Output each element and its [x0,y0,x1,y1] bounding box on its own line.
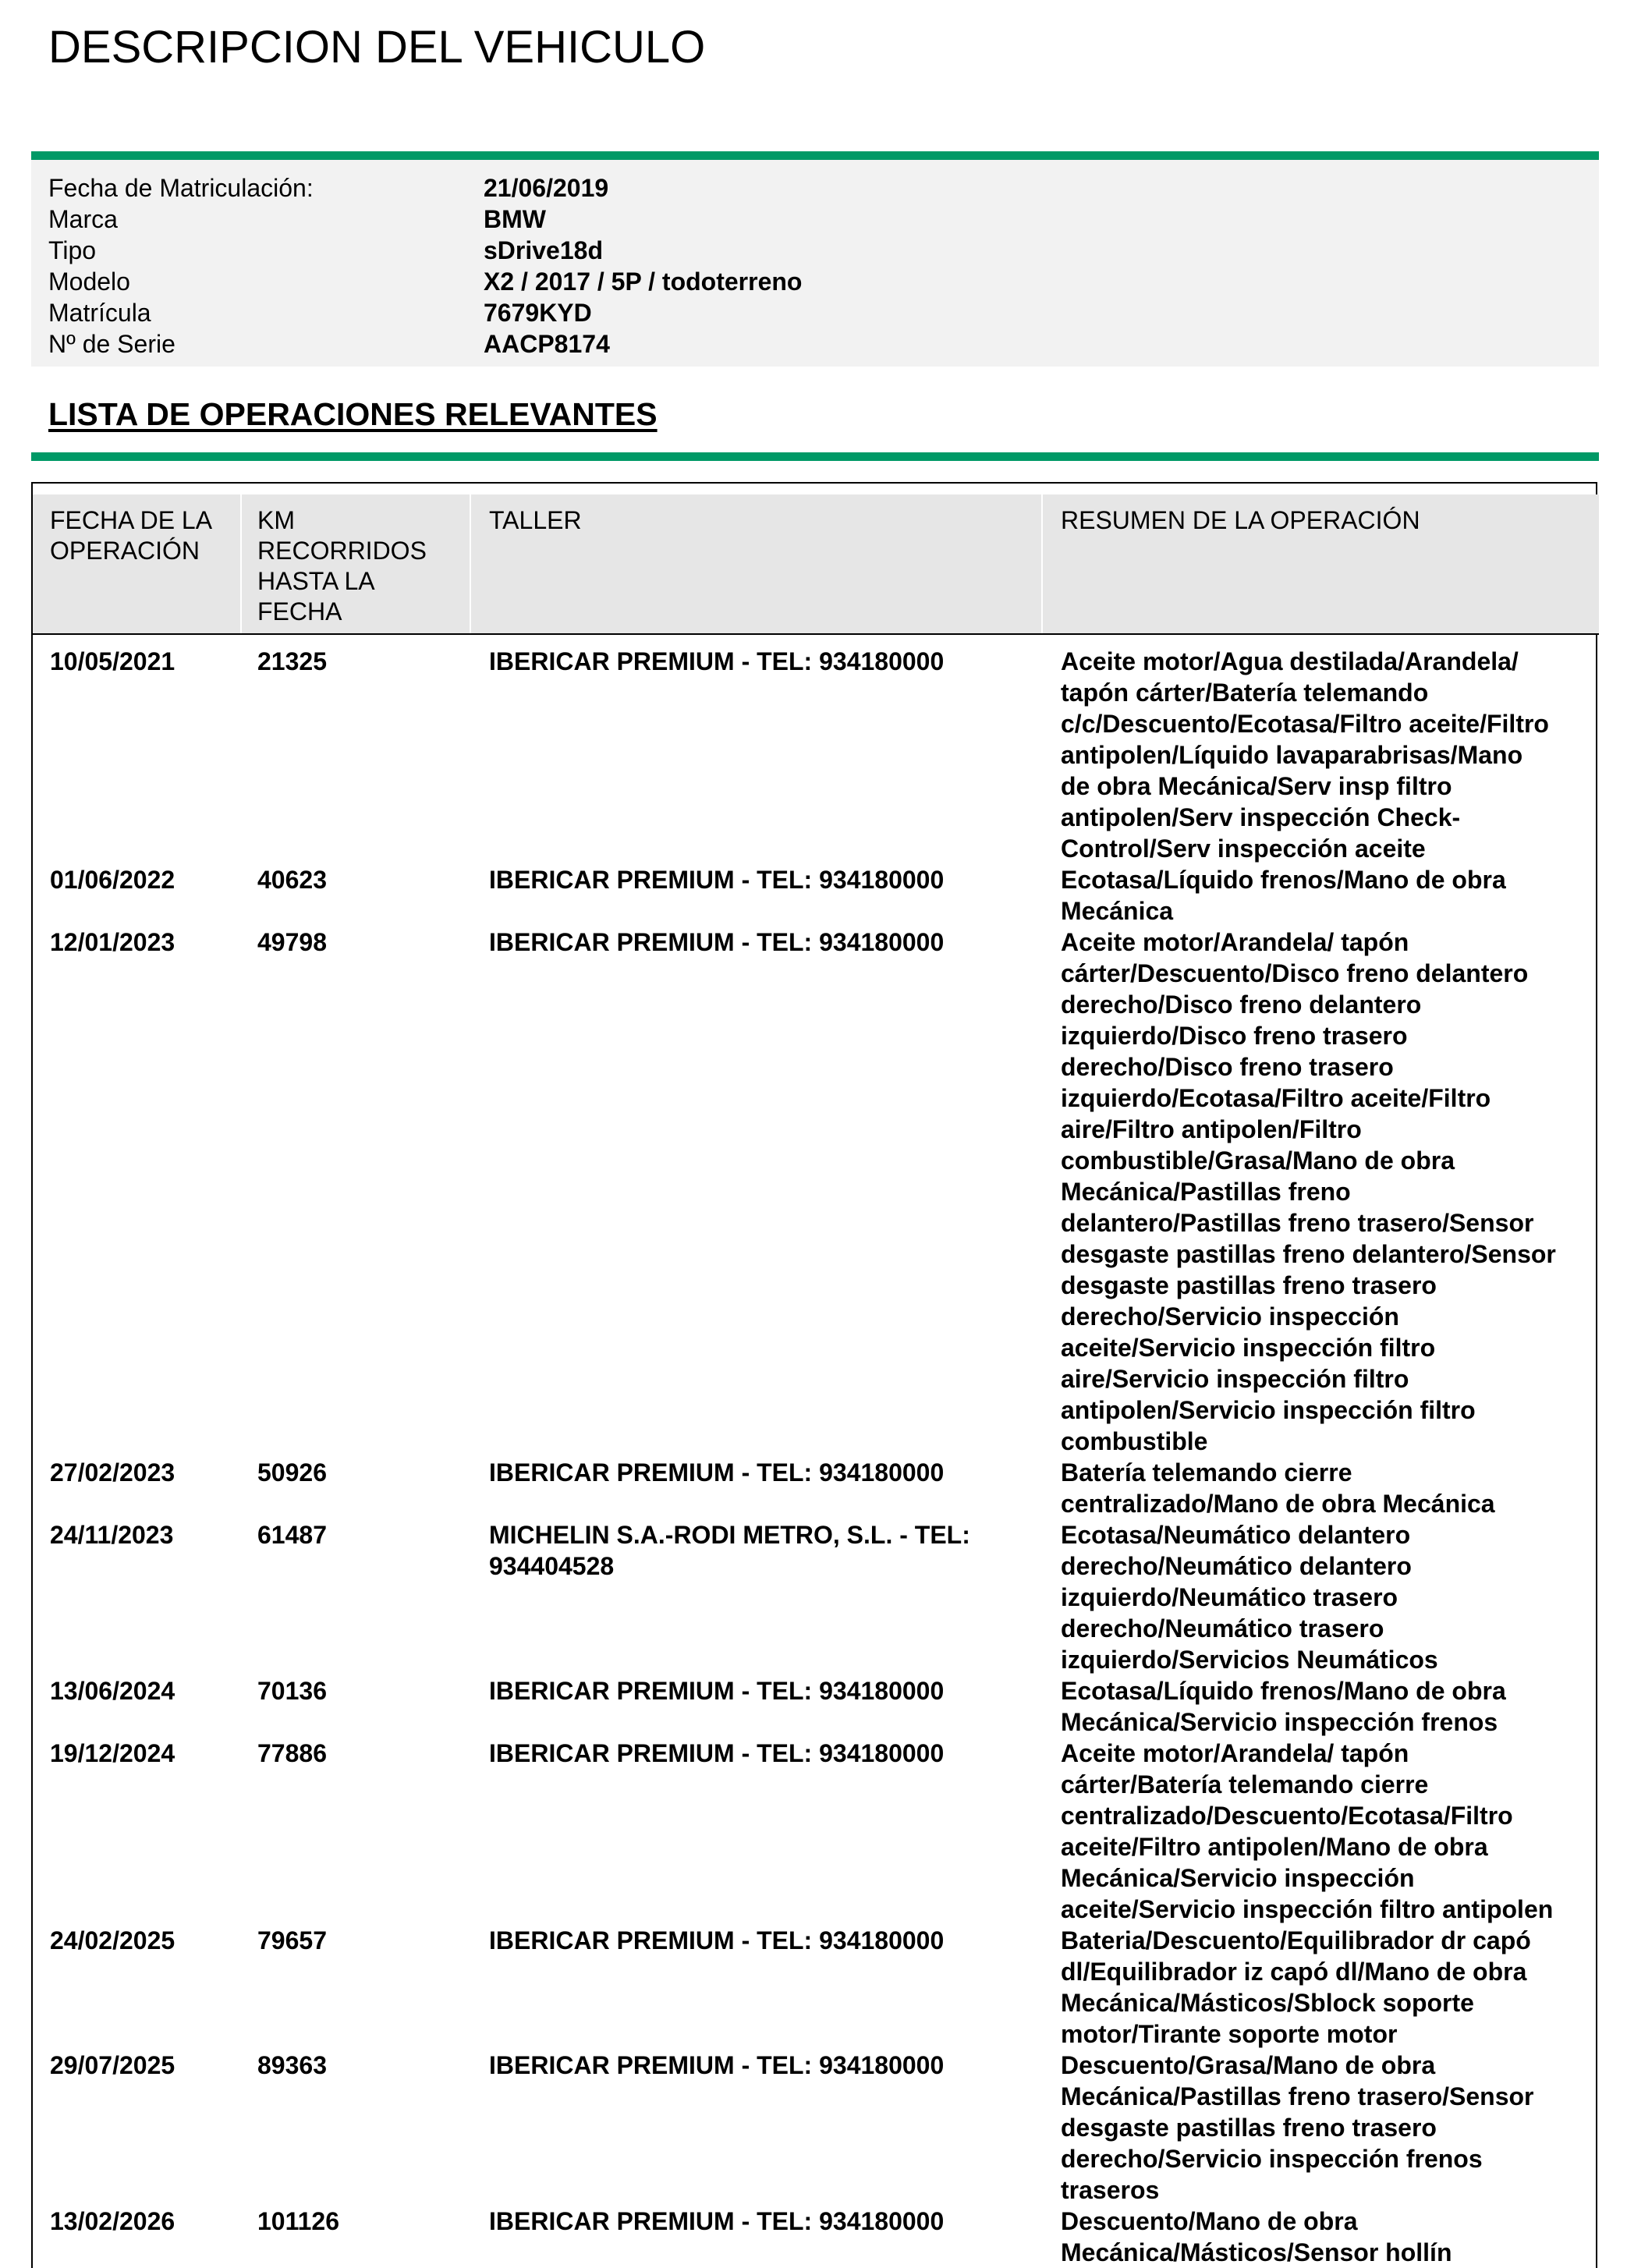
cell-taller: IBERICAR PREMIUM - TEL: 934180000 [489,1677,945,1705]
vehicle-value: AACP8174 [484,330,610,358]
cell-fecha: 13/06/2024 [50,1677,175,1705]
green-divider [31,151,1599,160]
cell-km: 77886 [257,1739,327,1767]
cell-taller: IBERICAR PREMIUM - TEL: 934180000 [489,928,945,956]
header-km: KM RECORRIDOS HASTA LA FECHA [257,506,427,625]
vehicle-label: Matrícula [48,299,151,327]
vehicle-row-serie [31,328,1599,360]
cell-taller: IBERICAR PREMIUM - TEL: 934180000 [489,2051,945,2079]
table-header [33,494,1599,635]
cell-km: 70136 [257,1677,327,1705]
cell-fecha: 29/07/2025 [50,2051,175,2079]
table-row [33,864,1599,927]
cell-fecha: 10/05/2021 [50,647,175,675]
vehicle-value: 21/06/2019 [484,174,609,202]
cell-resumen: Ecotasa/Neumático delantero derecho/Neumático delantero izquierdo/Neumático trasero derecho/Neumático trasero izquierdo/Servicios Neumáticos [1061,1521,1438,1674]
table-row [33,2050,1599,2206]
cell-taller: IBERICAR PREMIUM - TEL: 934180000 [489,866,945,894]
cell-fecha: 24/02/2025 [50,1926,175,1954]
cell-taller: MICHELIN S.A.-RODI METRO, S.L. - TEL: 934404528 [489,1521,970,1580]
vehicle-row-tipo [31,235,1599,266]
cell-km: 101126 [257,2207,340,2235]
vehicle-label: Marca [48,205,118,233]
header-fecha: FECHA DE LA OPERACIÓN [50,506,213,565]
cell-resumen: Bateria/Descuento/Equilibrador dr capó dl/Equilibrador iz capó dl/Mano de obra Mecánica/Másticos/Sblock soporte motor/Tirante soporte motor [1061,1926,1531,2048]
cell-fecha: 24/11/2023 [50,1521,174,1549]
cell-taller: IBERICAR PREMIUM - TEL: 934180000 [489,1739,945,1767]
cell-fecha: 01/06/2022 [50,866,175,894]
vehicle-label: Nº de Serie [48,330,175,358]
cell-fecha: 12/01/2023 [50,928,175,956]
table-row [33,1519,1599,1675]
header-resumen: RESUMEN DE LA OPERACIÓN [1061,506,1420,534]
cell-taller: IBERICAR PREMIUM - TEL: 934180000 [489,2207,945,2235]
column-separator [1041,494,1043,633]
vehicle-value: sDrive18d [484,236,603,264]
operations-table [31,482,1597,2268]
table-row [33,927,1599,1457]
page-title: DESCRIPCION DEL VEHICULO [48,22,706,73]
cell-resumen: Ecotasa/Líquido frenos/Mano de obra Mecánica/Servicio inspección frenos [1061,1677,1506,1736]
cell-taller: IBERICAR PREMIUM - TEL: 934180000 [489,647,945,675]
cell-fecha: 13/02/2026 [50,2207,175,2235]
table-row [33,646,1599,864]
cell-km: 61487 [257,1521,327,1549]
vehicle-label: Fecha de Matriculación: [48,174,314,202]
cell-km: 79657 [257,1926,327,1954]
cell-resumen: Aceite motor/Arandela/ tapón cárter/Descuento/Disco freno delantero derecho/Disco freno delantero izquierdo/Disco freno trasero derecho/Disco freno trasero izquierdo/Ecotasa/Filtro aceite/Filtro aire/Filtro antipolen/Filtro combustible/Grasa/Mano de obra Mecánica/Pastillas freno delantero/Pastillas freno trasero/Sensor desgaste pastillas freno delantero/Sensor desgaste pastillas freno trasero derecho/Servicio inspección aceite/Servicio inspección filtro aire/Servicio inspección filtro antipolen/Servicio inspección filtro combustible [1061,928,1556,1455]
cell-resumen: Aceite motor/Agua destilada/Arandela/ tapón cárter/Batería telemando c/c/Descuento/Ecotasa/Filtro aceite/Filtro antipolen/Líquido lavaparabrisas/Mano de obra Mecánica/Serv insp filtro antipolen/Serv inspección Check- Control/Serv inspección aceite [1061,647,1549,863]
cell-resumen: Descuento/Grasa/Mano de obra Mecánica/Pastillas freno trasero/Sensor desgaste pastillas freno trasero derecho/Servicio inspección frenos traseros [1061,2051,1534,2204]
table-row [33,1675,1599,1738]
cell-km: 40623 [257,866,327,894]
vehicle-value: X2 / 2017 / 5P / todoterreno [484,268,803,296]
vehicle-label: Tipo [48,236,97,264]
table-row [33,1738,1599,1925]
cell-resumen: Descuento/Mano de obra Mecánica/Másticos/Sensor hollín [1061,2207,1452,2266]
table-row [33,2206,1599,2268]
table-row [33,1457,1599,1519]
vehicle-label: Modelo [48,268,130,296]
cell-resumen: Batería telemando cierre centralizado/Mano de obra Mecánica [1061,1458,1495,1518]
green-divider [31,452,1599,461]
vehicle-row-fecha [31,172,1599,204]
cell-taller: IBERICAR PREMIUM - TEL: 934180000 [489,1926,945,1954]
vehicle-row-matricula [31,297,1599,328]
cell-fecha: 27/02/2023 [50,1458,175,1487]
cell-km: 21325 [257,647,327,675]
vehicle-details [31,160,1599,367]
cell-km: 49798 [257,928,327,956]
cell-fecha: 19/12/2024 [50,1739,175,1767]
cell-resumen: Aceite motor/Arandela/ tapón cárter/Batería telemando cierre centralizado/Descuento/Ecotasa/Filtro aceite/Filtro antipolen/Mano de obra Mecánica/Servicio inspección aceite/Servicio inspección filtro antipolen [1061,1739,1554,1923]
vehicle-value: 7679KYD [484,299,592,327]
cell-km: 50926 [257,1458,327,1487]
cell-resumen: Ecotasa/Líquido frenos/Mano de obra Mecánica [1061,866,1506,925]
vehicle-row-modelo [31,266,1599,297]
vehicle-row-marca [31,204,1599,235]
operations-title: LISTA DE OPERACIONES RELEVANTES [48,396,658,432]
cell-taller: IBERICAR PREMIUM - TEL: 934180000 [489,1458,945,1487]
cell-km: 89363 [257,2051,327,2079]
table-row [33,1925,1599,2050]
vehicle-value: BMW [484,205,546,233]
header-taller: TALLER [489,506,582,534]
